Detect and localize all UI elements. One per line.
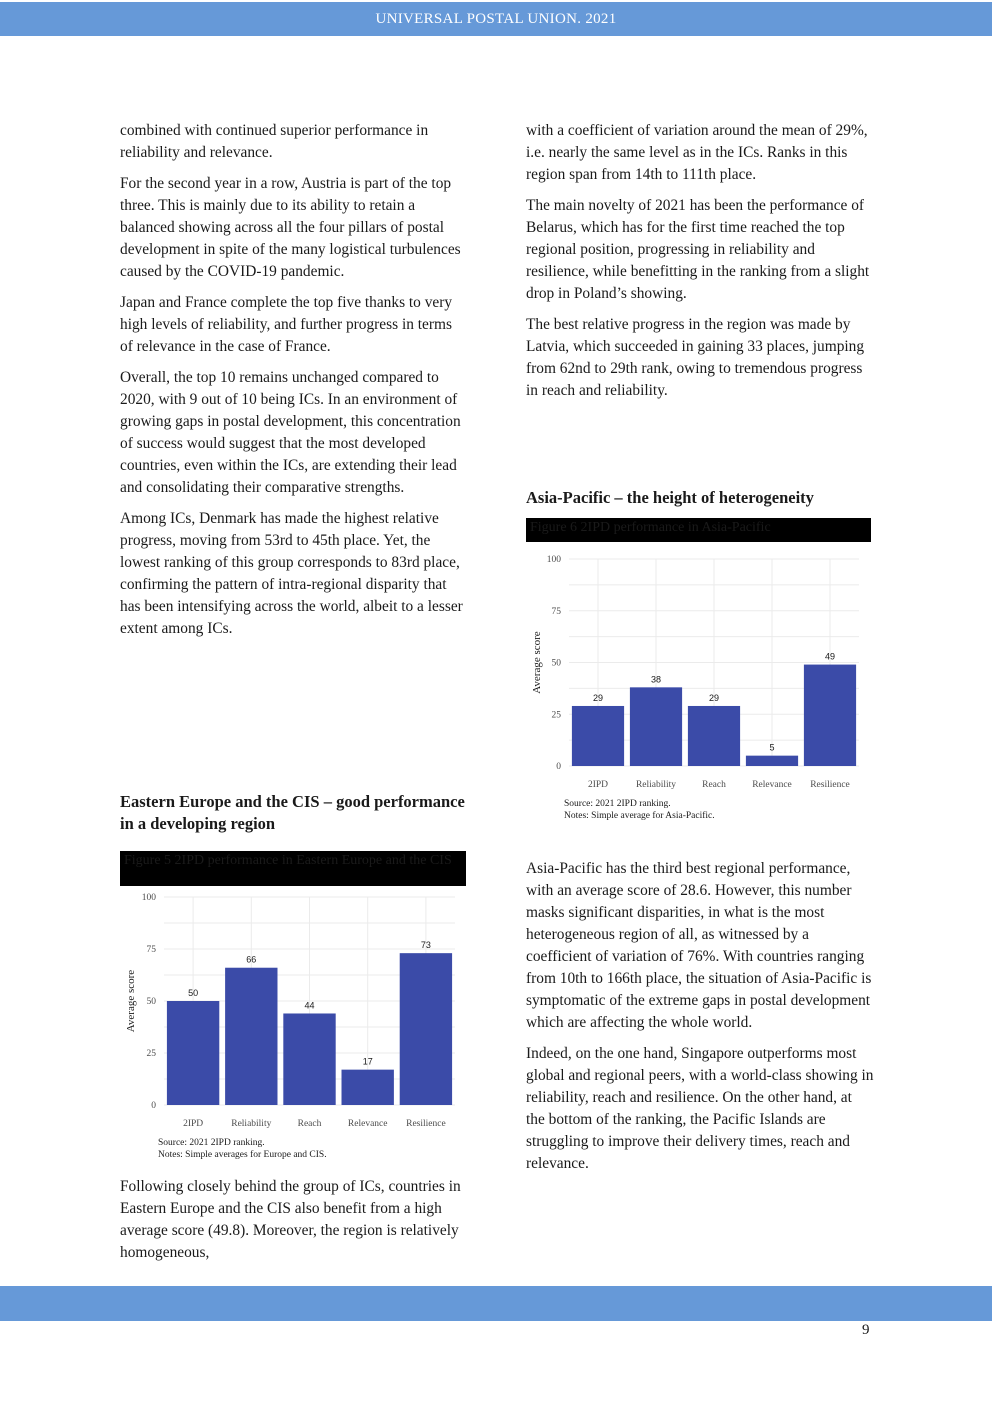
y-tick-label: 25 [551, 710, 561, 721]
paragraph: Among ICs, Denmark has made the highest relative progress, moving from 53rd to 45th place. Yet, the lowest ranking of this group corresponds to 83rd place, confirming the pattern of intra-regional disparity that has been intensifying across the world, albeit to a lesser extent among ICs. [120, 510, 463, 637]
figure-source: Source: 2021 2IPD ranking. [158, 1138, 265, 1148]
figure-source: Source: 2021 2IPD ranking. [564, 799, 671, 809]
bar-value-label: 17 [362, 1056, 373, 1067]
x-tick-label: Resilience [810, 780, 850, 790]
paragraph: Japan and France complete the top five thanks to very high levels of reliability, and further progress in terms of relevance in the case of France. [120, 294, 453, 355]
figure-eastern-europe [120, 851, 468, 1163]
figure-asia-pacific [526, 518, 872, 828]
bar-resilience [804, 665, 856, 766]
bar-2ipd [572, 706, 624, 766]
bar-value-label: 66 [246, 954, 257, 965]
bar-reliability [225, 968, 277, 1105]
page-header [0, 2, 992, 36]
y-tick-label: 50 [551, 658, 561, 669]
bar-reach [688, 706, 740, 766]
right-column-continued [526, 858, 874, 1184]
bar-chart-asia-pacific [526, 543, 872, 815]
bar-value-label: 5 [769, 742, 775, 753]
figure-caption: Figure 6 2IPD performance in Asia-Pacific [526, 518, 871, 542]
left-column-continued [120, 1176, 468, 1273]
paragraph: with a coefficient of variation around the mean of 29%, i.e. nearly the same level as in the ICs. Ranks in this region span from 14th to 111th place. [526, 122, 868, 183]
bar-value-label: 73 [420, 940, 431, 951]
y-tick-label: 0 [151, 1101, 156, 1111]
y-tick-label: 75 [551, 606, 561, 617]
bar-value-label: 50 [188, 988, 199, 998]
header-title: UNIVERSAL POSTAL UNION. 2021 [375, 11, 617, 27]
page-number: 9 [862, 1322, 870, 1338]
y-tick-label: 100 [546, 555, 561, 565]
paragraph: The main novelty of 2021 has been the performance of Belarus, which has for the first time reached the top regional position, progressing in reliability and resilience, while benefitting in the ranking from a slight drop in Poland’s showing. [526, 197, 870, 302]
figure-notes: Notes: Simple average for Asia-Pacific. [564, 811, 715, 821]
paragraph: combined with continued superior performance in reliability and relevance. [120, 122, 429, 161]
y-tick-label: 75 [146, 945, 156, 955]
bar-2ipd [167, 1001, 219, 1105]
right-column [526, 120, 874, 411]
paragraph: Following closely behind the group of ICs, countries in Eastern Europe and the CIS also benefit from a high average score (49.8). Moreover, the region is relatively homogeneous, [120, 1178, 461, 1261]
x-tick-label: Reliability [635, 780, 677, 790]
y-tick-label: 25 [146, 1049, 156, 1059]
bar-relevance [746, 756, 798, 766]
bar-resilience [400, 953, 452, 1105]
page-footer [0, 1286, 992, 1321]
y-axis-title: Average score [125, 969, 137, 1033]
y-tick-label: 100 [141, 893, 156, 903]
bar-value-label: 38 [650, 674, 662, 685]
figure-notes: Notes: Simple averages for Europe and CIS. [158, 1150, 327, 1160]
bar-value-label: 29 [592, 692, 604, 703]
bar-value-label: 29 [708, 692, 720, 703]
bar-reach [283, 1013, 335, 1105]
x-tick-label: Resilience [406, 1119, 446, 1129]
y-tick-label: 0 [556, 762, 561, 772]
x-tick-label: Reach [702, 780, 726, 790]
section-heading-asia-pacific: Asia-Pacific – the height of heterogeneity [526, 488, 814, 507]
left-column [120, 120, 468, 649]
paragraph: The best relative progress in the region was made by Latvia, which succeeded in gaining 33 places, jumping from 62nd to 29th rank, owing to tremendous progress in reach and reliability. [526, 316, 865, 399]
bar-reliability [630, 687, 682, 766]
bar-relevance [342, 1070, 394, 1105]
x-tick-label: Reliability [231, 1119, 272, 1129]
paragraph: For the second year in a row, Austria is part of the top three. This is mainly due to its ability to retain a balanced showing across all the four pillars of postal development in spite of the many logistical turbulences caused by the COVID-19 pandemic. [120, 175, 461, 280]
y-axis-title: Average score [531, 631, 543, 694]
figure-caption: Figure 5 2IPD performance in Eastern Europe and the CIS [120, 851, 466, 886]
x-tick-label: 2IPD [183, 1119, 204, 1129]
paragraph: Indeed, on the one hand, Singapore outperforms most global and regional peers, with a world-class showing in reliability, reach and resilience. On the other hand, at the bottom of the ranking, the Pacific Islands are struggling to improve their delivery times, reach and relevance. [526, 1045, 874, 1172]
bar-chart-eastern-europe [120, 887, 468, 1179]
x-tick-label: Relevance [347, 1119, 388, 1129]
x-tick-label: Relevance [752, 780, 792, 790]
paragraph: Asia-Pacific has the third best regional performance, with an average score of 28.6. However, this number masks significant disparities, in what is the most heterogeneous region of all, as witnessed by a coefficient of variation of 76%. With countries ranging from 10th to 166th place, the situation of Asia-Pacific is symptomatic of the extreme gaps in postal development which are affecting the whole world. [526, 860, 872, 1031]
x-tick-label: 2IPD [587, 780, 609, 790]
bar-value-label: 49 [824, 651, 836, 662]
paragraph: Overall, the top 10 remains unchanged compared to 2020, with 9 out of 10 being ICs. In an environment of growing gaps in postal development, this concentration of success would suggest that the most developed countries, even within the ICs, are extending their lead and consolidating their comparative strengths. [120, 369, 461, 496]
y-tick-label: 50 [146, 997, 156, 1007]
bar-value-label: 44 [304, 1000, 315, 1011]
x-tick-label: Reach [297, 1119, 322, 1129]
section-heading-eastern-europe: Eastern Europe and the CIS – good performance in a developing region [120, 792, 465, 833]
